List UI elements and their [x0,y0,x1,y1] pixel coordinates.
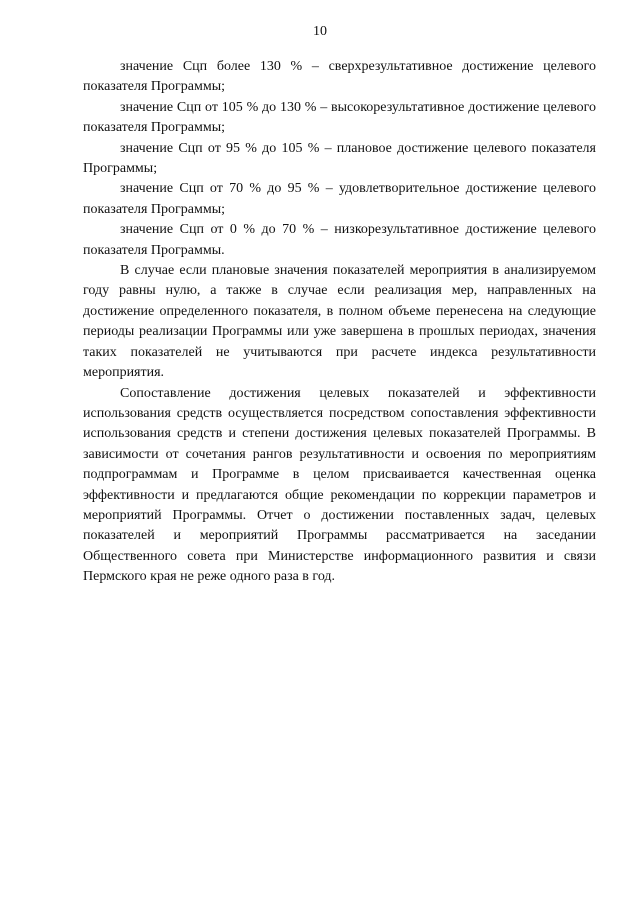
criterion-95-105: значение Сцп от 95 % до 105 % – плановое достижение целевого показателя Программы; [83,140,596,177]
criterion-0-70: значение Сцп от 0 % до 70 % – низкорезультативное достижение целевого показателя Программы. [83,222,596,258]
zero-plan-paragraph: В случае если плановые значения показателей мероприятия в анализируемом году равны нулю, а также в случае если реализация мер, направленных на достижение определенного показателя, в полном объеме перенесена на следующие периоды реализации Программы или уже завершена в прошлых периодах, значения таких показателей не учитываются при расчете индекса результативности мероприятия. [83,263,596,381]
document-body [83,57,596,588]
comparison-paragraph: Сопоставление достижения целевых показателей и эффективности использования средств осуществляется посредством сопоставления эффективности использования средств и степени достижения целевых показателей Программы. В зависимости от сочетания рангов результативности и освоения по мероприятиям подпрограммам и Программе в целом присваивается качественная оценка эффективности и предлагаются общие рекомендации по коррекции параметров и мероприятий Программы. Отчет о достижении поставленных задач, целевых показателей и мероприятий Программы рассматривается на заседании Общественного совета при Министерстве информационного развития и связи Пермского края не реже одного раза в год. [83,385,596,585]
page-number: 10 [313,24,327,39]
criterion-over-130: значение Сцп более 130 % – сверхрезультативное достижение целевого показателя Программы; [83,59,596,95]
criterion-70-95: значение Сцп от 70 % до 95 % – удовлетворительное достижение целевого показателя Программы; [83,181,596,217]
criterion-105-130: значение Сцп от 105 % до 130 % – высокорезультативное достижение целевого показателя Программы; [83,99,596,136]
